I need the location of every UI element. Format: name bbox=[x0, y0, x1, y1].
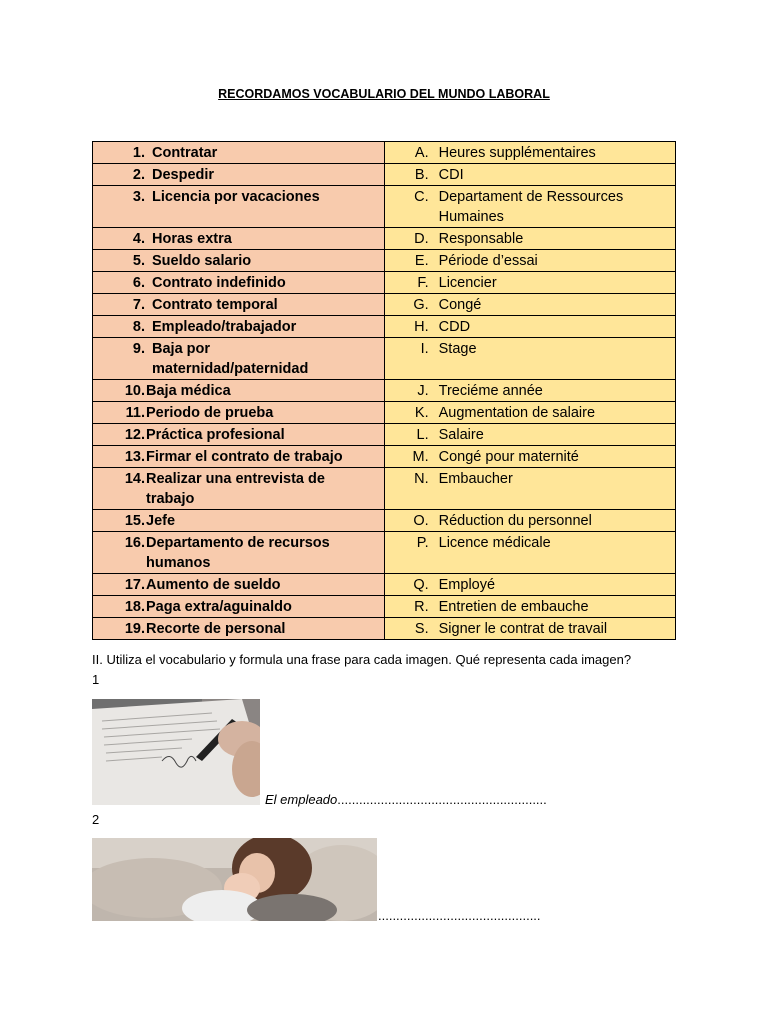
french-term bbox=[429, 229, 524, 249]
spanish-term bbox=[145, 533, 330, 573]
french-term bbox=[429, 143, 596, 163]
spanish-term-line: humanos bbox=[146, 555, 211, 571]
term-letter: O. bbox=[413, 513, 429, 529]
term-number: 3. bbox=[132, 189, 145, 205]
spanish-term-line: Baja por bbox=[152, 341, 211, 357]
vocab-row bbox=[93, 142, 676, 164]
french-term bbox=[429, 295, 482, 315]
french-term bbox=[429, 597, 589, 617]
spanish-term-cell bbox=[93, 380, 385, 402]
vocab-row bbox=[93, 510, 676, 532]
term-letter: S. bbox=[414, 621, 429, 637]
spanish-term-line: Departamento de recursos bbox=[146, 535, 330, 551]
exercise-instruction: II. Utiliza el vocabulario y formula una frase para cada imagen. Qué representa cada imagen? bbox=[92, 652, 632, 667]
term-letter: F. bbox=[417, 275, 429, 291]
term-letter: B. bbox=[414, 167, 429, 183]
french-term bbox=[429, 575, 495, 595]
term-number: 18. bbox=[124, 599, 145, 615]
photo-signing-contract bbox=[92, 699, 260, 805]
french-term bbox=[429, 251, 538, 271]
vocab-row bbox=[93, 338, 676, 380]
spanish-term bbox=[145, 619, 285, 639]
vocab-row bbox=[93, 316, 676, 338]
french-term-cell bbox=[384, 446, 675, 468]
spanish-term-cell bbox=[93, 294, 385, 316]
french-term-cell bbox=[384, 316, 675, 338]
spanish-term-line: Empleado/trabajador bbox=[152, 319, 297, 335]
french-term bbox=[429, 511, 592, 531]
french-term-cell bbox=[384, 618, 675, 640]
spanish-term-line: Aumento de sueldo bbox=[146, 577, 281, 593]
spanish-term bbox=[145, 403, 273, 423]
french-term-line: CDD bbox=[438, 319, 471, 335]
spanish-term-cell bbox=[93, 510, 385, 532]
term-letter: P. bbox=[416, 535, 429, 551]
vocab-row bbox=[93, 402, 676, 424]
french-term-line: Période d’essai bbox=[438, 253, 538, 269]
french-term-cell bbox=[384, 380, 675, 402]
term-number: 15. bbox=[124, 513, 145, 529]
vocab-row bbox=[93, 468, 676, 510]
french-term-cell bbox=[384, 424, 675, 446]
spanish-term-line: Contrato indefinido bbox=[152, 275, 286, 291]
vocab-row bbox=[93, 596, 676, 618]
term-letter: C. bbox=[414, 189, 429, 205]
answer-line-1[interactable] bbox=[265, 792, 547, 807]
french-term bbox=[429, 187, 624, 227]
item-number-2: 2 bbox=[92, 812, 100, 827]
spanish-term-cell bbox=[93, 402, 385, 424]
vocab-row bbox=[93, 272, 676, 294]
french-term-cell bbox=[384, 228, 675, 250]
term-number: 2. bbox=[132, 167, 145, 183]
term-number: 12. bbox=[124, 427, 145, 443]
spanish-term-line: Paga extra/aguinaldo bbox=[146, 599, 292, 615]
term-letter: J. bbox=[417, 383, 429, 399]
french-term bbox=[429, 403, 595, 423]
spanish-term-line: Práctica profesional bbox=[146, 427, 285, 443]
french-term bbox=[429, 273, 497, 293]
french-term-line: CDI bbox=[438, 167, 464, 183]
spanish-term-line: Licencia por vacaciones bbox=[152, 189, 320, 205]
french-term-line: Stage bbox=[438, 341, 477, 357]
vocab-row bbox=[93, 574, 676, 596]
spanish-term-line: Contrato temporal bbox=[152, 297, 278, 313]
vocabulary-table bbox=[92, 141, 676, 640]
term-number: 17. bbox=[124, 577, 145, 593]
spanish-term-cell bbox=[93, 250, 385, 272]
spanish-term bbox=[145, 273, 286, 293]
vocab-row bbox=[93, 446, 676, 468]
term-letter: Q. bbox=[413, 577, 429, 593]
item-number-1: 1 bbox=[92, 672, 100, 687]
vocab-row bbox=[93, 294, 676, 316]
spanish-term-cell bbox=[93, 142, 385, 164]
spanish-term-line: Horas extra bbox=[152, 231, 232, 247]
spanish-term bbox=[145, 187, 320, 207]
answer-1-lead-text: El empleado bbox=[265, 792, 338, 807]
term-letter: M. bbox=[412, 449, 429, 465]
french-term-cell bbox=[384, 596, 675, 618]
spanish-term-line: Recorte de personal bbox=[146, 621, 286, 637]
term-letter: R. bbox=[414, 599, 429, 615]
term-number: 4. bbox=[132, 231, 145, 247]
spanish-term-line: trabajo bbox=[146, 491, 195, 507]
spanish-term bbox=[145, 229, 232, 249]
french-term-cell bbox=[384, 402, 675, 424]
french-term bbox=[429, 381, 543, 401]
term-number: 10. bbox=[124, 383, 145, 399]
spanish-term-cell bbox=[93, 574, 385, 596]
term-number: 1. bbox=[132, 145, 145, 161]
french-term-cell bbox=[384, 250, 675, 272]
page-title: RECORDAMOS VOCABULARIO DEL MUNDO LABORAL bbox=[218, 87, 550, 101]
spanish-term bbox=[145, 469, 325, 509]
spanish-term-cell bbox=[93, 532, 385, 574]
spanish-term-cell bbox=[93, 424, 385, 446]
vocab-row bbox=[93, 164, 676, 186]
french-term-cell bbox=[384, 574, 675, 596]
vocab-row bbox=[93, 380, 676, 402]
answer-1-dots: .......................................................... bbox=[337, 792, 547, 807]
spanish-term bbox=[145, 251, 251, 271]
french-term bbox=[429, 339, 477, 359]
spanish-term-cell bbox=[93, 272, 385, 294]
spanish-term bbox=[145, 597, 292, 617]
french-term-line: Augmentation de salaire bbox=[438, 405, 596, 421]
answer-line-2[interactable]: ............................................. bbox=[378, 908, 541, 923]
term-number: 6. bbox=[132, 275, 145, 291]
term-letter: G. bbox=[413, 297, 429, 313]
spanish-term-line: Baja médica bbox=[146, 383, 231, 399]
term-number: 19. bbox=[124, 621, 145, 637]
spanish-term bbox=[145, 447, 343, 467]
spanish-term-line: Jefe bbox=[146, 513, 176, 529]
spanish-term-line: Contratar bbox=[152, 145, 218, 161]
spanish-term-cell bbox=[93, 186, 385, 228]
french-term-line: Licence médicale bbox=[438, 535, 551, 551]
french-term-line: Salaire bbox=[438, 427, 484, 443]
french-term-line: Signer le contrat de travail bbox=[438, 621, 608, 637]
french-term-line: Heures supplémentaires bbox=[438, 145, 596, 161]
french-term-line: Congé pour maternité bbox=[438, 449, 579, 465]
french-term bbox=[429, 533, 551, 553]
term-number: 13. bbox=[124, 449, 145, 465]
term-number: 16. bbox=[124, 535, 145, 551]
french-term-line: Treciéme année bbox=[438, 383, 543, 399]
term-number: 14. bbox=[124, 471, 145, 487]
vocab-row bbox=[93, 228, 676, 250]
spanish-term-line: Firmar el contrato de trabajo bbox=[146, 449, 343, 465]
french-term-cell bbox=[384, 164, 675, 186]
spanish-term-cell bbox=[93, 446, 385, 468]
french-term-line: Humaines bbox=[438, 209, 504, 225]
term-letter: I. bbox=[420, 341, 429, 357]
term-letter: N. bbox=[414, 471, 429, 487]
french-term bbox=[429, 425, 484, 445]
term-letter: K. bbox=[414, 405, 429, 421]
french-term-line: Entretien de embauche bbox=[438, 599, 589, 615]
term-letter: L. bbox=[416, 427, 429, 443]
term-letter: E. bbox=[414, 253, 429, 269]
spanish-term-cell bbox=[93, 164, 385, 186]
spanish-term bbox=[145, 339, 308, 379]
spanish-term bbox=[145, 425, 285, 445]
french-term-cell bbox=[384, 510, 675, 532]
term-letter: D. bbox=[414, 231, 429, 247]
spanish-term-cell bbox=[93, 596, 385, 618]
vocabulary-table-body bbox=[93, 142, 676, 640]
spanish-term-line: Sueldo salario bbox=[152, 253, 252, 269]
spanish-term bbox=[145, 143, 217, 163]
vocab-row bbox=[93, 186, 676, 228]
term-number: 9. bbox=[132, 341, 145, 357]
term-number: 7. bbox=[132, 297, 145, 313]
french-term-cell bbox=[384, 338, 675, 380]
spanish-term-cell bbox=[93, 618, 385, 640]
spanish-term bbox=[145, 165, 214, 185]
term-number: 11. bbox=[125, 405, 145, 421]
vocab-row bbox=[93, 250, 676, 272]
term-letter: H. bbox=[414, 319, 429, 335]
vocab-row bbox=[93, 618, 676, 640]
french-term-cell bbox=[384, 142, 675, 164]
vocab-row bbox=[93, 424, 676, 446]
french-term bbox=[429, 165, 464, 185]
french-term bbox=[429, 619, 607, 639]
spanish-term-line: Periodo de prueba bbox=[146, 405, 274, 421]
spanish-term bbox=[145, 381, 231, 401]
french-term-line: Embaucher bbox=[438, 471, 513, 487]
french-term-line: Congé bbox=[438, 297, 482, 313]
spanish-term-cell bbox=[93, 316, 385, 338]
spanish-term bbox=[145, 295, 278, 315]
term-number: 5. bbox=[132, 253, 145, 269]
french-term bbox=[429, 317, 470, 337]
vocab-row bbox=[93, 532, 676, 574]
spanish-term bbox=[145, 511, 175, 531]
french-term-line: Departament de Ressources bbox=[438, 189, 624, 205]
spanish-term-cell bbox=[93, 228, 385, 250]
french-term-line: Licencier bbox=[438, 275, 497, 291]
french-term-line: Employé bbox=[438, 577, 496, 593]
term-number: 8. bbox=[132, 319, 145, 335]
french-term-cell bbox=[384, 294, 675, 316]
spanish-term-line: Realizar una entrevista de bbox=[146, 471, 325, 487]
french-term-line: Réduction du personnel bbox=[438, 513, 592, 529]
spanish-term-line: Despedir bbox=[152, 167, 215, 183]
french-term bbox=[429, 469, 513, 489]
spanish-term-cell bbox=[93, 468, 385, 510]
spanish-term bbox=[145, 575, 281, 595]
french-term-cell bbox=[384, 532, 675, 574]
spanish-term bbox=[145, 317, 296, 337]
photo-mother-and-newborn bbox=[92, 838, 377, 921]
french-term-cell bbox=[384, 272, 675, 294]
french-term-cell bbox=[384, 186, 675, 228]
french-term-cell bbox=[384, 468, 675, 510]
term-letter: A. bbox=[414, 145, 429, 161]
spanish-term-cell bbox=[93, 338, 385, 380]
french-term-line: Responsable bbox=[438, 231, 524, 247]
french-term bbox=[429, 447, 579, 467]
spanish-term-line: maternidad/paternidad bbox=[152, 361, 309, 377]
